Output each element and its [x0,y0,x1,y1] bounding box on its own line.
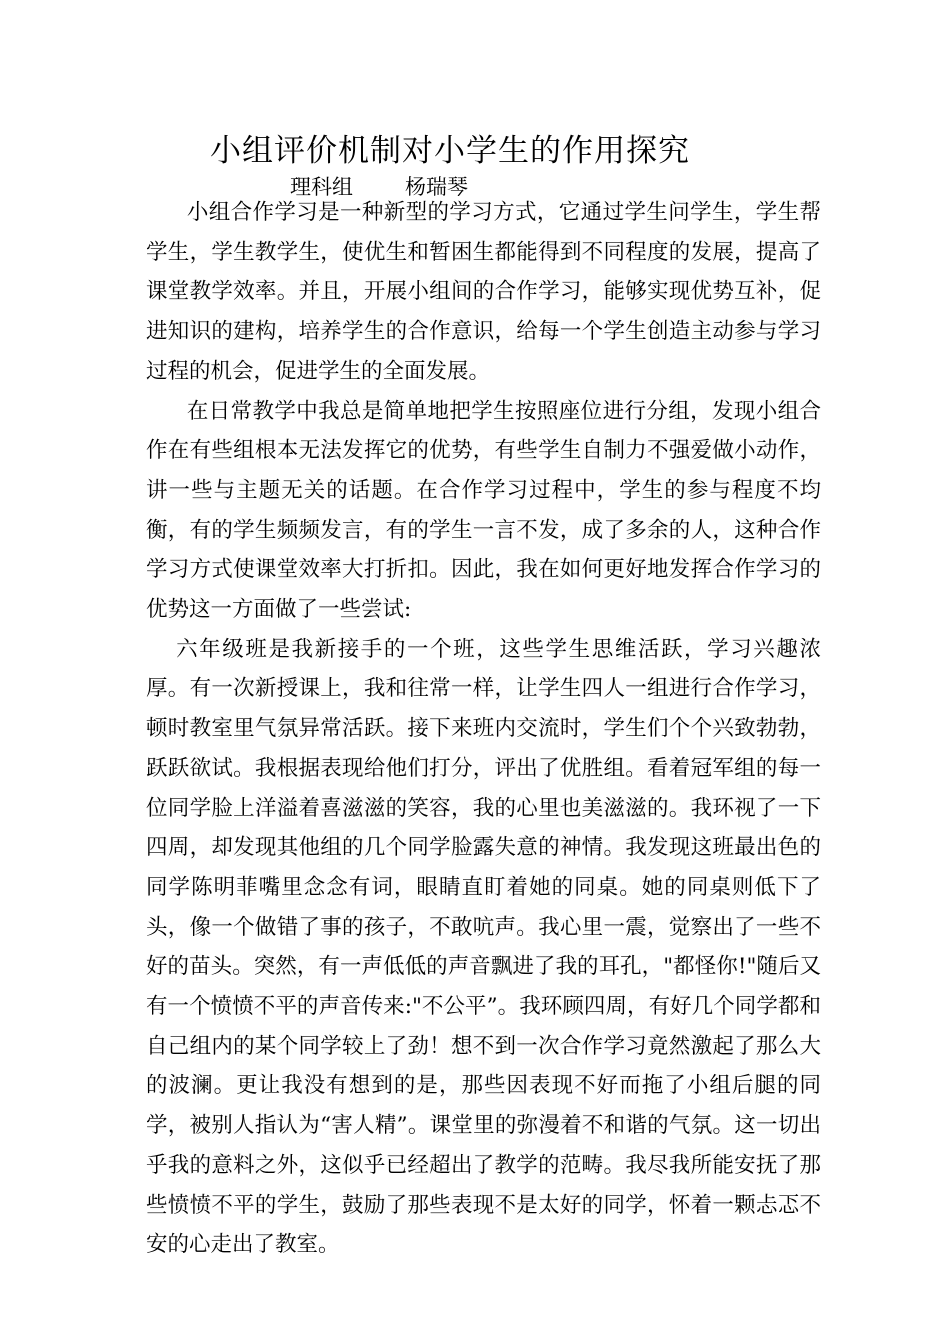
paragraph-1: 小组合作学习是一种新型的学习方式，它通过学生问学生，学生帮学生，学生教学生，使优生和暂困生都能得到不同程度的发展，提高了课堂教学效率。并且，开展小组间的合作学习，能够实现优势互补，促进知识的建构，培养学生的合作意识，给每一个学生创造主动参与学习过程的机会，促进学生的全面发展。 [146,200,821,384]
paragraph-3: 六年级班是我新接手的一个班，这些学生思维活跃，学习兴趣浓厚。有一次新授课上，我和往常一样，让学生四人一组进行合作学习，顿时教室里气氛异常活跃。接下来班内交流时，学生们个个兴致勃勃，跃跃欲试。我根据表现给他们打分，评出了优胜组。看着冠军组的每一位同学脸上洋溢着喜滋滋的笑容，我的心里也美滋滋的。我环视了一下四周，却发现其他组的几个同学脸露失意的神情。我发现这班最出色的同学陈明菲嘴里念念有词，眼睛直盯着她的同桌。她的同桌则低下了头，像一个做错了事的孩子，不敢吭声。我心里一震，觉察出了一些不好的苗头。突然，有一声低低的声音飘进了我的耳孔，"都怪你!"随后又有一个愤愤不平的声音传来:"不公平”。我环顾四周，有好几个同学都和自己组内的某个同学较上了劲！想不到一次合作学习竟然激起了那么大的波澜。更让我没有想到的是，那些因表现不好而拖了小组后腿的同学，被别人指认为“害人精”。课堂里的弥漫着不和谐的气氛。这一切出乎我的意料之外，这似乎已经超出了教学的范畴。我尽我所能安抚了那些愤愤不平的学生，鼓励了那些表现不是太好的同学，怀着一颗忐忑不安的心走出了教室。 [146,636,821,1258]
author-group: 理科组 [290,175,353,199]
paragraph-2: 在日常教学中我总是简单地把学生按照座位进行分组，发现小组合作在有些组根本无法发挥它的优势，有些学生自制力不强爱做小动作，讲一些与主题无关的话题。在合作学习过程中，学生的参与程度不均衡，有的学生频频发言，有的学生一言不发，成了多余的人，这种合作学习方式使课堂效率大打折扣。因此，我在如何更好地发挥合作学习的优势这一方面做了一些尝试: [146,398,821,623]
document-title: 小组评价机制对小学生的作用探究 [210,133,690,169]
document-body [146,193,821,1265]
author-name: 杨瑞琴 [405,175,468,199]
